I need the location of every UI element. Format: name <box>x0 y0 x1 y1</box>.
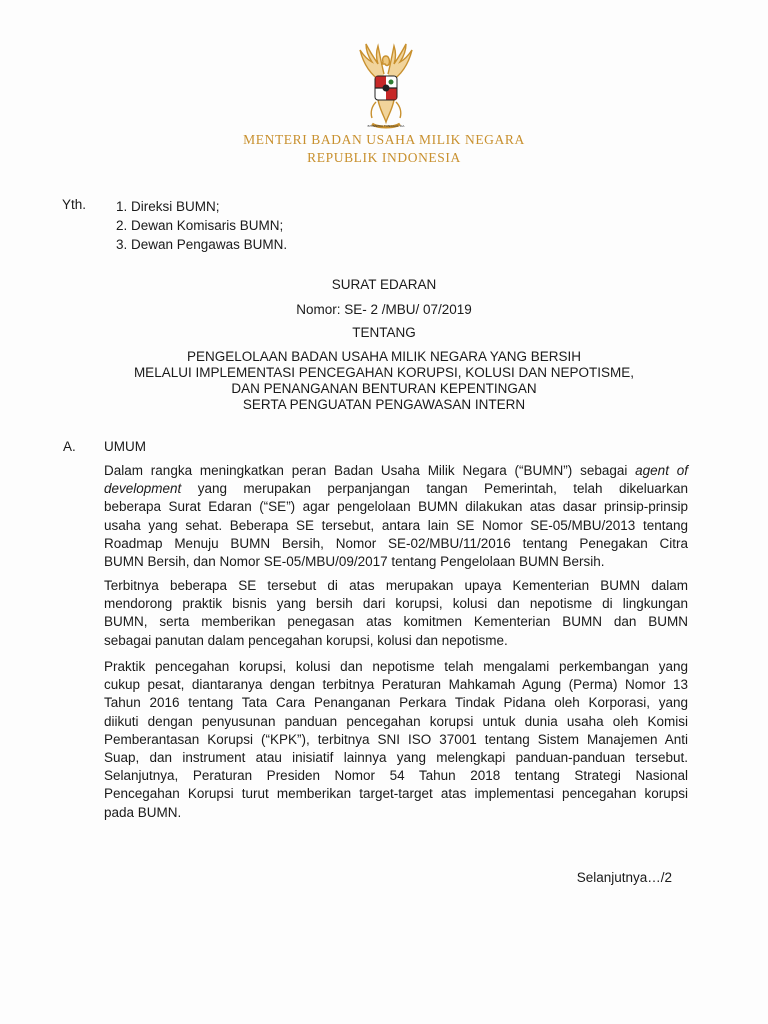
paragraph-line: diikuti dengan penyusunan panduan pencegahan korupsi untuk dunia usaha oleh Komisi <box>104 713 688 729</box>
paragraph-line: pada BUMN. <box>104 804 182 820</box>
paragraph-line: Pencegahan Korupsi turut memberikan target-target atas implementasi pencegahan korupsi <box>104 786 688 802</box>
paragraph-line: Selanjutnya, Peraturan Presiden Nomor 54 Tahun 2018 tentang Strategi Nasional <box>104 768 688 784</box>
section-title: UMUM <box>104 439 146 454</box>
italic-term: agent of <box>635 463 688 478</box>
about-heading: TENTANG <box>352 325 416 340</box>
paragraph-line: sebagai panutan dalam pencegahan korupsi, kolusi dan nepotisme. <box>104 632 508 648</box>
document-number: Nomor: SE- 2 /MBU/ 07/2019 <box>296 302 472 317</box>
addressee-label: Yth. <box>62 197 87 212</box>
paragraph-line: cukup pesat, diantaranya dengan terbitnya Peraturan Mahkamah Agung (Perma) Nomor 13 <box>104 677 688 693</box>
paragraph-line: Terbitnya beberapa SE tersebut di atas merupakan upaya Kementerian BUMN dalam <box>104 578 688 593</box>
subject-line: PENGELOLAAN BADAN USAHA MILIK NEGARA YANG BERSIH <box>186 349 582 364</box>
paragraph-line: Tahun 2016 tentang Tata Cara Penanganan Perkara Tindak Pidana oleh Korporasi, yang <box>104 695 688 711</box>
garuda-pancasila-emblem-icon <box>338 38 434 134</box>
recipient-list <box>116 197 287 254</box>
ministry-name: MENTERI BADAN USAHA MILIK NEGARA <box>243 132 525 147</box>
ministry-country: REPUBLIK INDONESIA <box>307 150 461 165</box>
paragraph-line: usaha yang sehat. Beberapa SE tersebut, antara lain SE Nomor SE-05/MBU/2013 tentang <box>104 517 688 533</box>
paragraph-text: Dalam rangka meningkatkan peran Badan Usaha Milik Negara (“BUMN”) sebagai <box>104 463 636 478</box>
paragraph-1 <box>104 462 688 571</box>
document-type: SURAT EDARAN <box>331 277 437 292</box>
paragraph-line: mendorong praktik bisnis yang bersih dari korupsi, kolusi dan nepotisme di lingkungan <box>104 596 688 612</box>
paragraph-text: yang merupakan perpanjangan tangan Pemerintah, telah dikeluarkan <box>181 481 688 497</box>
subject-line: SERTA PENGUATAN PENGAWASAN INTERN <box>242 397 526 412</box>
emblem-motto: BHINNEKA TUNGGAL IKA <box>367 124 405 128</box>
paragraph-line: BUMN, serta memberikan penegasan atas komitmen Kementerian BUMN dan BUMN <box>104 614 688 630</box>
subject-line: MELALUI IMPLEMENTASI PENCEGAHAN KORUPSI, KOLUSI DAN NEPOTISME, <box>133 365 635 380</box>
recipient-item: 1. Direksi BUMN; <box>116 199 220 214</box>
continued-page-marker: Selanjutnya…/2 <box>576 870 672 885</box>
paragraph-line: Roadmap Menuju BUMN Bersih, Nomor SE-02/MBU/11/2016 tentang Penegakan Citra <box>104 535 688 551</box>
recipient-item: 3. Dewan Pengawas BUMN. <box>116 237 288 252</box>
italic-term: development <box>104 481 182 497</box>
paragraph-line: Praktik pencegahan korupsi, kolusi dan nepotisme telah mengalami perkembangan yang <box>104 659 688 674</box>
paragraph-2 <box>104 577 688 650</box>
subject-line: DAN PENANGANAN BENTURAN KEPENTINGAN <box>231 381 537 396</box>
recipient-item: 2. Dewan Komisaris BUMN; <box>116 218 284 233</box>
paragraph-line: beberapa Surat Edaran (“SE”) agar pengelolaan BUMN dilakukan atas dasar prinsip-prinsip <box>104 499 688 515</box>
paragraph-line: BUMN Bersih, dan Nomor SE-05/MBU/09/2017 tentang Pengelolaan BUMN Bersih. <box>104 554 605 570</box>
paragraph-line: Suap, dan instrument atau inisiatif lainnya yang melengkapi panduan-panduan tersebut. <box>104 750 688 766</box>
section-letter: A. <box>63 439 76 454</box>
paragraph-3 <box>104 658 688 822</box>
paragraph-line: Pemberantasan Korupsi (“KPK”), terbitnya SNI ISO 37001 tentang Sistem Manajemen Anti <box>104 731 688 747</box>
subject-block <box>0 349 768 413</box>
